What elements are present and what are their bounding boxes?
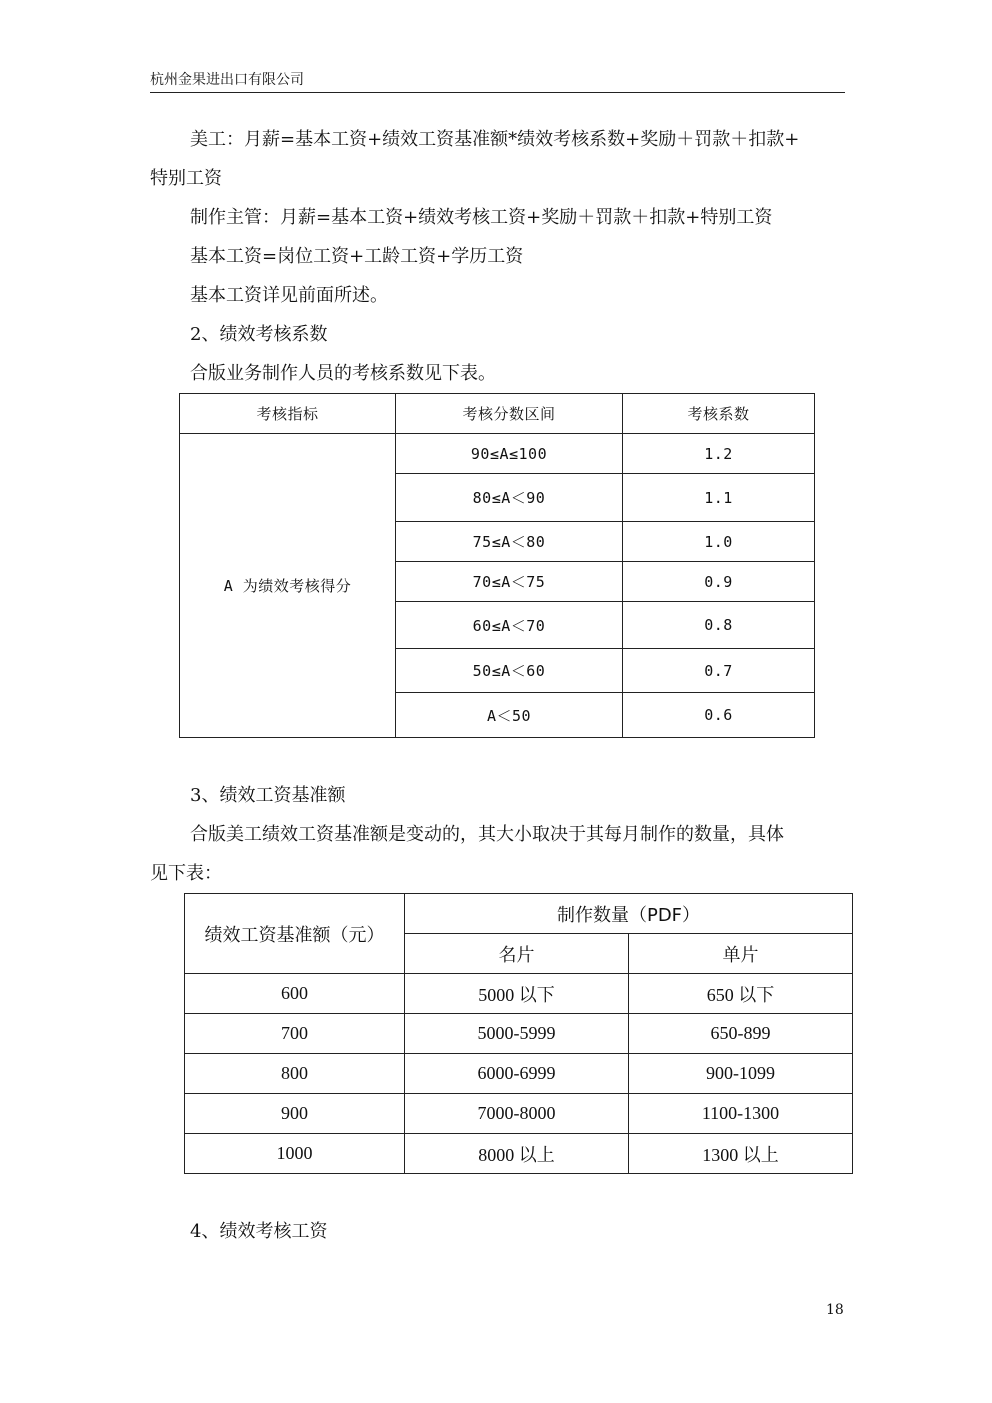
- table-row: [185, 1094, 853, 1134]
- card-quantity-cell: 5000-5999: [405, 1014, 629, 1054]
- table-row: [180, 434, 815, 474]
- column-header: 考核系数: [623, 394, 815, 434]
- column-header: 绩效工资基准额（元）: [185, 894, 405, 974]
- base-amount-cell: 800: [185, 1054, 405, 1094]
- score-range-cell: 50≤A＜60: [396, 649, 623, 693]
- single-quantity-cell: 1300 以上: [629, 1134, 853, 1174]
- table-header-row: [180, 394, 815, 434]
- section-intro-base-amount-cont: 见下表：: [150, 863, 222, 884]
- column-header: 考核分数区间: [396, 394, 623, 434]
- table-row: [185, 1014, 853, 1054]
- score-range-cell: 70≤A＜75: [396, 562, 623, 602]
- company-name: 杭州金果进出口有限公司: [150, 72, 304, 88]
- card-quantity-cell: 8000 以上: [405, 1134, 629, 1174]
- card-quantity-cell: 7000-8000: [405, 1094, 629, 1134]
- score-range-cell: 60≤A＜70: [396, 602, 623, 649]
- page-number: 18: [826, 1302, 844, 1318]
- page-header: [150, 70, 845, 93]
- table-row: [185, 974, 853, 1014]
- coefficient-cell: 0.7: [623, 649, 815, 693]
- card-quantity-cell: 6000-6999: [405, 1054, 629, 1094]
- coefficient-cell: 0.9: [623, 562, 815, 602]
- score-range-cell: 75≤A＜80: [396, 522, 623, 562]
- score-range-cell: 90≤A≤100: [396, 434, 623, 474]
- column-group-header: 制作数量（PDF）: [405, 894, 853, 934]
- coefficient-cell: 1.2: [623, 434, 815, 474]
- single-quantity-cell: 900-1099: [629, 1054, 853, 1094]
- paragraph-supervisor-salary: 制作主管：月薪=基本工资+绩效考核工资+奖励＋罚款＋扣款+特别工资: [190, 207, 773, 228]
- score-range-cell: 80≤A＜90: [396, 474, 623, 522]
- merged-indicator-cell: A 为绩效考核得分: [180, 434, 396, 738]
- paragraph-designer-salary-cont: 特别工资: [150, 168, 222, 189]
- base-amount-cell: 1000: [185, 1134, 405, 1174]
- section-title-coefficient: 2、绩效考核系数: [190, 324, 328, 345]
- column-header: 名片: [405, 934, 629, 974]
- table-header-row: [185, 894, 853, 934]
- score-range-cell: A＜50: [396, 693, 623, 738]
- base-amount-cell: 600: [185, 974, 405, 1014]
- coefficient-cell: 0.6: [623, 693, 815, 738]
- coefficient-cell: 1.1: [623, 474, 815, 522]
- paragraph-base-salary: 基本工资=岗位工资+工龄工资+学历工资: [190, 246, 524, 267]
- base-amount-cell: 900: [185, 1094, 405, 1134]
- section-title-performance-pay: 4、绩效考核工资: [190, 1221, 328, 1242]
- column-header: 单片: [629, 934, 853, 974]
- table-row: [185, 1054, 853, 1094]
- card-quantity-cell: 5000 以下: [405, 974, 629, 1014]
- coefficient-table: [179, 393, 815, 738]
- base-amount-cell: 700: [185, 1014, 405, 1054]
- column-header: 考核指标: [180, 394, 396, 434]
- single-quantity-cell: 650 以下: [629, 974, 853, 1014]
- paragraph-designer-salary: 美工：月薪=基本工资+绩效工资基准额*绩效考核系数+奖励＋罚款＋扣款+: [190, 129, 800, 150]
- coefficient-cell: 0.8: [623, 602, 815, 649]
- section-title-base-amount: 3、绩效工资基准额: [190, 785, 346, 806]
- base-amount-table: [184, 893, 853, 1174]
- section-intro-base-amount: 合版美工绩效工资基准额是变动的，其大小取决于其每月制作的数量，具体: [190, 824, 784, 845]
- section-intro-coefficient: 合版业务制作人员的考核系数见下表。: [190, 363, 496, 384]
- coefficient-cell: 1.0: [623, 522, 815, 562]
- paragraph-base-salary-note: 基本工资详见前面所述。: [190, 285, 388, 306]
- single-quantity-cell: 1100-1300: [629, 1094, 853, 1134]
- single-quantity-cell: 650-899: [629, 1014, 853, 1054]
- table-row: [185, 1134, 853, 1174]
